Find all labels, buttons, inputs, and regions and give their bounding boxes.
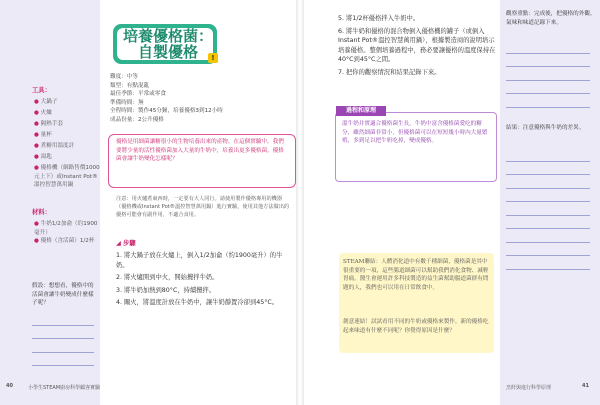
meta-yield: 成品份量：2公升優格	[110, 116, 164, 123]
result-lines[interactable]	[506, 148, 590, 270]
meta-season: 最佳季節：平常或零食	[110, 91, 166, 98]
principle-label: 過程和原理	[336, 106, 386, 116]
hypothesis-lines[interactable]	[32, 312, 94, 366]
meta-category: 類型：有點混亂	[110, 82, 150, 89]
meta-difficulty: 難度：中等	[110, 74, 138, 80]
tool-item: ● 煮糖用溫度計	[34, 143, 75, 149]
page-title: 培養優格菌： 自製優格	[122, 27, 213, 61]
steam-text: STEAM聯結：人體消化道中有數千種細菌，優格菌是其中很重要的一項，這些腸道細菌可以幫助我們消化食物、減輕胃痛。醫生會運用許多科技製造的益生菌幫助腸道菌群有問題的人，我們也可以用在日常飲食中。	[343, 259, 489, 291]
tool-item: ● 優格機（網路售價1000元上下）或Instant Pot®溫控智慧萬用鍋	[34, 165, 100, 189]
principle-text: 溫牛奶并實適合優格菌生長，牛奶中富含優格菌愛吃的糖分，雖然細菌非常小，但優格菌可以在短短幾小時內大量繁殖，多到足以把牛奶吃掉，變成優格。	[342, 121, 488, 145]
step-item: 6. 將牛奶和優格的混合物倒入優格機的罐子（或倒入Instant Pot®溫控智慧萬用鍋），根據製造商的說明培示培養優格。整個培養過程中，務必要讓優格的溫度保持在40°C到45°C之間。	[338, 27, 496, 63]
materials-list	[34, 220, 98, 246]
material-item: ● 優格（含活菌）1/2杯	[34, 238, 95, 245]
step-item: 2. 將火爐開到中火，開始攪拌牛奶。	[116, 274, 219, 281]
observe-text: 觀察重點：完成後，把優格的外觀、氣味和味道記錄下來。	[506, 11, 596, 26]
tool-item: ● 大鍋子	[34, 99, 58, 105]
tool-item: ● 湯匙	[34, 154, 52, 160]
tools-list	[34, 98, 100, 190]
steps-label: ◢ 步驟	[116, 240, 136, 247]
intro-text: 優格是用細菌讓糖很小的生物培養出來的產物。在這個實驗中，我們要將少量的活性優格菌加入大量的牛奶中，培養出更多優格菌。優格菌會讓牛奶變化怎樣呢？	[116, 139, 284, 163]
material-item: ● 牛奶1/2加侖（約1900毫升）	[34, 221, 98, 236]
safety-note: 注意：用火爐煮東西時，一定要有大人同行。請使用製作優格專用的機器（優格機或Instant Pot®溫控智慧萬用鍋）進行實驗，使用其他方法做出的優格可能會有副作用，不適合食用。	[116, 196, 290, 218]
footer-left: 小學生STEAM廚房科學顧客實驗	[28, 385, 101, 391]
observe-lines[interactable]	[506, 40, 590, 108]
step-item: 3. 將牛奶加熱到80°C，持續攪拌。	[116, 286, 216, 294]
step-item: 5. 將1/2杯優格拌入牛奶中。	[338, 15, 420, 22]
meta-total: 全程時間：製作45分鐘，培養優格3到12小時	[110, 108, 223, 115]
tools-label: 工具：	[32, 87, 51, 94]
step-item: 1. 將大鍋子放在火爐上，倒入1/2加侖（約1900毫升）的牛奶。	[116, 252, 283, 269]
page-number-left: 40	[6, 383, 13, 389]
result-text: 結果：注意優格與牛奶的差異。	[506, 125, 585, 131]
page-number-right: 41	[582, 383, 589, 389]
meta-prep: 準備時間：無	[110, 99, 144, 106]
bulb-icon: !	[208, 53, 218, 63]
steps-list-left	[116, 251, 292, 308]
materials-label: 材料：	[32, 209, 51, 216]
recipe-meta	[110, 73, 295, 125]
tool-item: ● 量杯	[34, 132, 52, 138]
hypothesis-text: 假設：想想看，優格中的活菌會讓牛奶變成什麼樣子呢？	[32, 283, 94, 307]
steps-list-right	[338, 14, 496, 77]
book-gutter	[296, 0, 304, 405]
step-item: 7. 把你的觀察情況和結果記錄下來。	[338, 68, 441, 76]
tool-item: ● 火爐	[34, 110, 52, 116]
creative-text: 創意連結！試試看用不同的牛奶或優格來製作。新的優格吃起來味道有什麼不同呢？你覺得原因是什麼？	[343, 319, 489, 334]
footer-right: 烹飪與進行科學原理	[506, 385, 552, 391]
step-item: 4. 關火，將溫度計放在牛奶中，讓牛奶靜置冷卻到45°C。	[116, 299, 279, 306]
tool-item: ● 隔熱手套	[34, 121, 64, 127]
